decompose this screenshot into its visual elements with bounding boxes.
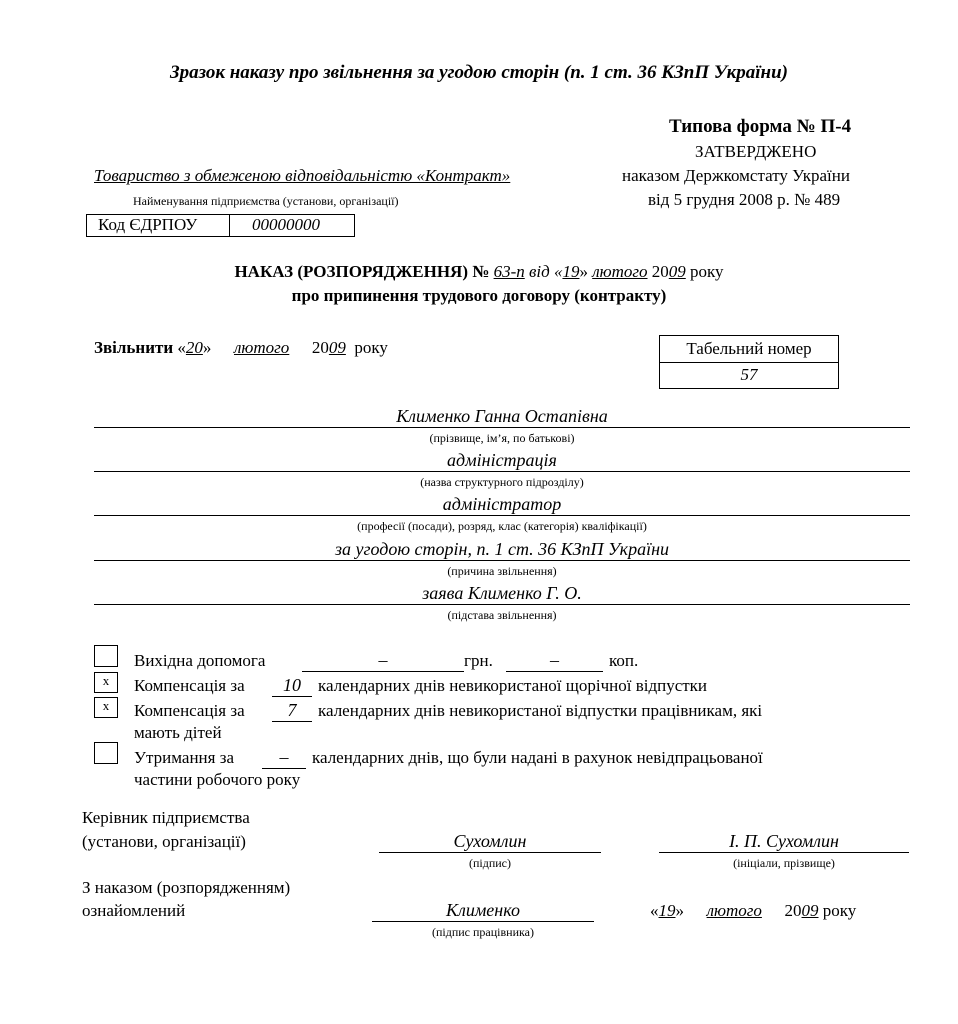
organization-name: Товариство з обмеженою відповідальністю «Контракт» — [94, 166, 511, 185]
field-line-department — [94, 471, 910, 472]
withholding-line2: частини робочого року — [134, 770, 301, 789]
order-from: від « — [529, 262, 563, 281]
order-year-word: року — [690, 262, 724, 281]
position-caption: (професії (посади), розряд, клас (категорія) кваліфікації) — [357, 519, 647, 533]
tab-number-divider — [659, 362, 839, 363]
children-compensation-checkbox[interactable]: x — [94, 697, 118, 718]
order-number: 63-п — [493, 262, 525, 281]
annual-compensation-prefix: Компенсація за — [134, 676, 245, 695]
head-label-line2: (установи, організації) — [82, 832, 246, 851]
ack-year-word: року — [822, 901, 857, 920]
dismiss-open-quote: « — [177, 338, 186, 357]
severance-currency: грн. — [464, 651, 493, 670]
withholding-suffix: календарних днів, що були надані в рахунок невідпрацьованої — [312, 748, 763, 767]
document-heading: Зразок наказу про звільнення за угодою сторін (п. 1 ст. 36 КЗпП України) — [170, 62, 788, 83]
severance-amount: – — [302, 649, 464, 672]
ack-day: 19 — [658, 901, 676, 920]
order-title — [0, 262, 958, 282]
approved-by: наказом Держкомстату України — [622, 166, 850, 185]
severance-checkbox[interactable] — [94, 645, 118, 667]
withholding-days: – — [262, 746, 306, 769]
annual-compensation-days: 10 — [272, 674, 312, 697]
children-compensation-prefix: Компенсація за — [134, 701, 245, 720]
dismiss-month: лютого — [233, 338, 290, 357]
department-caption: (назва структурного підрозділу) — [420, 475, 584, 489]
tab-number-value: 57 — [740, 365, 758, 384]
head-signature: Сухомлин — [379, 830, 601, 853]
children-compensation-days: 7 — [272, 699, 312, 722]
children-compensation-line2: мають дітей — [134, 723, 222, 742]
dismiss-day: 20 — [185, 338, 203, 357]
ack-close-quote: » — [675, 901, 684, 920]
withholding-prefix: Утримання за — [134, 748, 234, 767]
dismiss-label: Звільнити — [94, 338, 174, 357]
dismissal-reason-caption: (причина звільнення) — [447, 564, 557, 578]
dismissal-basis: заява Клименко Г. О. — [422, 583, 582, 603]
edrpou-label: Код ЄДРПОУ — [98, 215, 198, 234]
employee-name-caption: (прізвище, ім’я, по батькові) — [429, 431, 575, 445]
dismiss-date-line — [94, 338, 388, 358]
ack-year-prefix: 20 — [784, 901, 802, 920]
dismiss-year-prefix: 20 — [311, 338, 329, 357]
order-subtitle: про припинення трудового договору (контракту) — [291, 286, 667, 305]
tab-number-label: Табельний номер — [686, 339, 812, 358]
organization-caption: Найменування підприємства (установи, організації) — [133, 194, 399, 208]
order-title-prefix: НАКАЗ (РОЗПОРЯДЖЕННЯ) № — [234, 262, 490, 281]
signature-caption: (підпис) — [468, 856, 512, 870]
edrpou-value: 00000000 — [252, 215, 320, 234]
dismiss-close-quote: » — [202, 338, 212, 357]
ack-month: лютого — [706, 901, 762, 920]
annual-compensation-suffix: календарних днів невикористаної щорічної відпустки — [318, 676, 708, 695]
ack-open-quote: « — [650, 901, 659, 920]
acknowledgement-label-line1: З наказом (розпорядженням) — [82, 878, 291, 897]
acknowledgement-date — [650, 901, 856, 921]
withholding-checkbox[interactable] — [94, 742, 118, 764]
severance-label: Вихідна допомога — [134, 651, 266, 670]
head-label-line1: Керівник підприємства — [82, 808, 250, 827]
order-month: лютого — [592, 262, 648, 281]
head-name-caption: (ініціали, прізвище) — [733, 856, 835, 870]
ack-year-suffix: 09 — [801, 901, 819, 920]
field-line-position — [94, 515, 910, 516]
form-code: Типова форма № П-4 — [669, 116, 852, 137]
head-name: І. П. Сухомлин — [659, 830, 909, 853]
order-year-suffix: 09 — [668, 262, 686, 281]
field-line-reason — [94, 560, 910, 561]
order-close-quote: » — [579, 262, 588, 281]
approved-label: ЗАТВЕРДЖЕНО — [695, 142, 817, 161]
severance-kop-amount: – — [506, 649, 603, 672]
dismissal-basis-caption: (підстава звільнення) — [447, 608, 557, 622]
children-compensation-suffix: календарних днів невикористаної відпустки працівникам, які — [318, 701, 763, 720]
position-name: адміністратор — [442, 494, 562, 514]
approved-date: від 5 грудня 2008 р. № 489 — [648, 190, 841, 209]
order-day: 19 — [562, 262, 580, 281]
field-line-basis — [94, 604, 910, 605]
dismiss-year-word: року — [354, 338, 388, 357]
dismissal-reason: за угодою сторін, п. 1 ст. 36 КЗпП України — [334, 539, 670, 559]
department-name: адміністрація — [447, 450, 557, 470]
employee-full-name: Клименко Ганна Остапівна — [396, 406, 608, 426]
severance-kop: коп. — [609, 651, 639, 670]
acknowledgement-label-line2: ознайомлений — [82, 901, 186, 920]
annual-compensation-checkbox[interactable]: x — [94, 672, 118, 693]
dismiss-year-suffix: 09 — [328, 338, 346, 357]
field-line-name — [94, 427, 910, 428]
employee-signature-caption: (підпис працівника) — [431, 925, 534, 939]
order-year-prefix: 20 — [651, 262, 669, 281]
edrpou-divider — [229, 214, 230, 237]
employee-signature: Клименко — [372, 899, 594, 922]
